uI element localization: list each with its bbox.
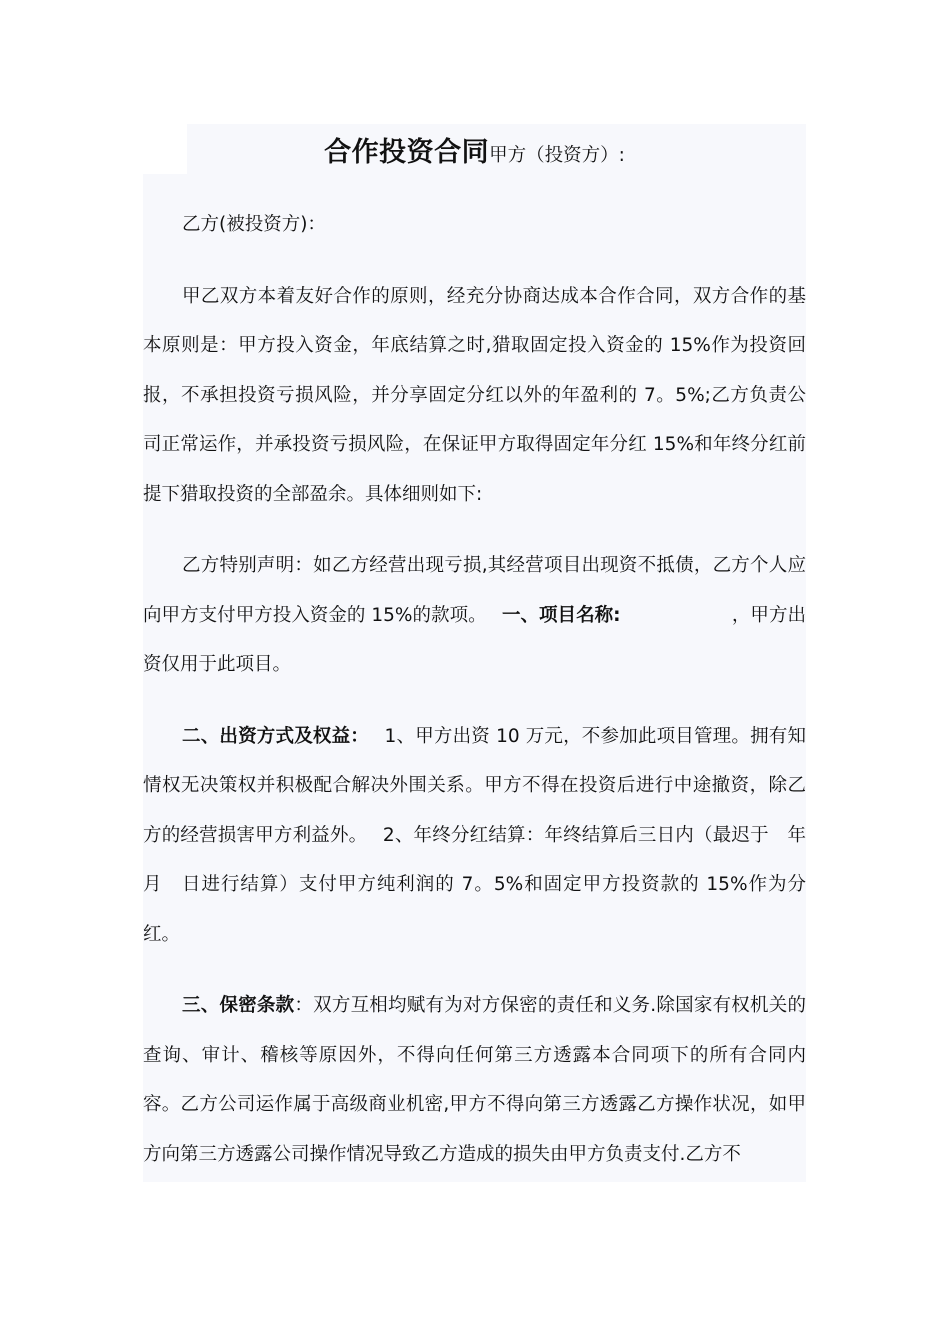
- declaration-text: 乙方特别声明：如乙方经营出现亏损,其经营项目出现资不抵债，乙方个人应向甲方支付甲方投入资金的 15%的款项。: [143, 555, 806, 626]
- party-b-label: 乙方(被投资方)：: [182, 214, 326, 235]
- section1-heading: 一、项目名称:: [501, 604, 621, 626]
- section3-text: ：双方互相均赋有为对方保密的责任和义务.除国家有权机关的查询、审计、稽核等原因外，不得向任何第三方透露本合同项下的所有合同内容。乙方公司运作属于高级商业机密,甲方不得向第三方透露乙方操作状况，如甲方向第三方透露公司操作情况导致乙方造成的损失由甲方负责支付.乙方不: [143, 995, 806, 1165]
- section2-text: 1、甲方出资 10 万元，不参加此项目管理。拥有知情权无决策权并积极配合解决外围关系。甲方不得在投资后进行中途撤资，除乙方的经营损害甲方利益外。: [143, 725, 806, 846]
- declaration-paragraph: [143, 541, 806, 690]
- section2-paragraph: [143, 712, 825, 960]
- party-a-label: 甲方（投资方）:: [489, 145, 625, 166]
- section1-text: ，甲方出资仅用于此项目。: [143, 604, 806, 675]
- contract-document: [143, 124, 825, 1179]
- intro-paragraph: 甲乙双方本着友好合作的原则，经充分协商达成本合作合同，双方合作的基本原则是：甲方投入资金，年底结算之时,猎取固定投入资金的 15%作为投资回报，不承担投资亏损风险，并分享固定分红以外的年盈利的 7。5%;乙方负责公司正常运作，并承投资亏损风险，在保证甲方取得固定年分红 15%和年终分红前提下猎取投资的全部盈余。具体细则如下:: [143, 285, 806, 505]
- title-line: [143, 124, 806, 181]
- section3-paragraph: [143, 981, 806, 1179]
- section2-item2: 2、年终分红结算：年终结算后三日内（最迟于 年 月 日进行结算）支付甲方纯利润的 7。5%和固定甲方投资款的 15%作为分红。: [143, 824, 825, 945]
- section2-heading: 二、出资方式及权益：: [182, 725, 360, 747]
- section3-heading: 三、保密条款: [182, 995, 295, 1016]
- document-title: 合作投资合同: [324, 137, 490, 168]
